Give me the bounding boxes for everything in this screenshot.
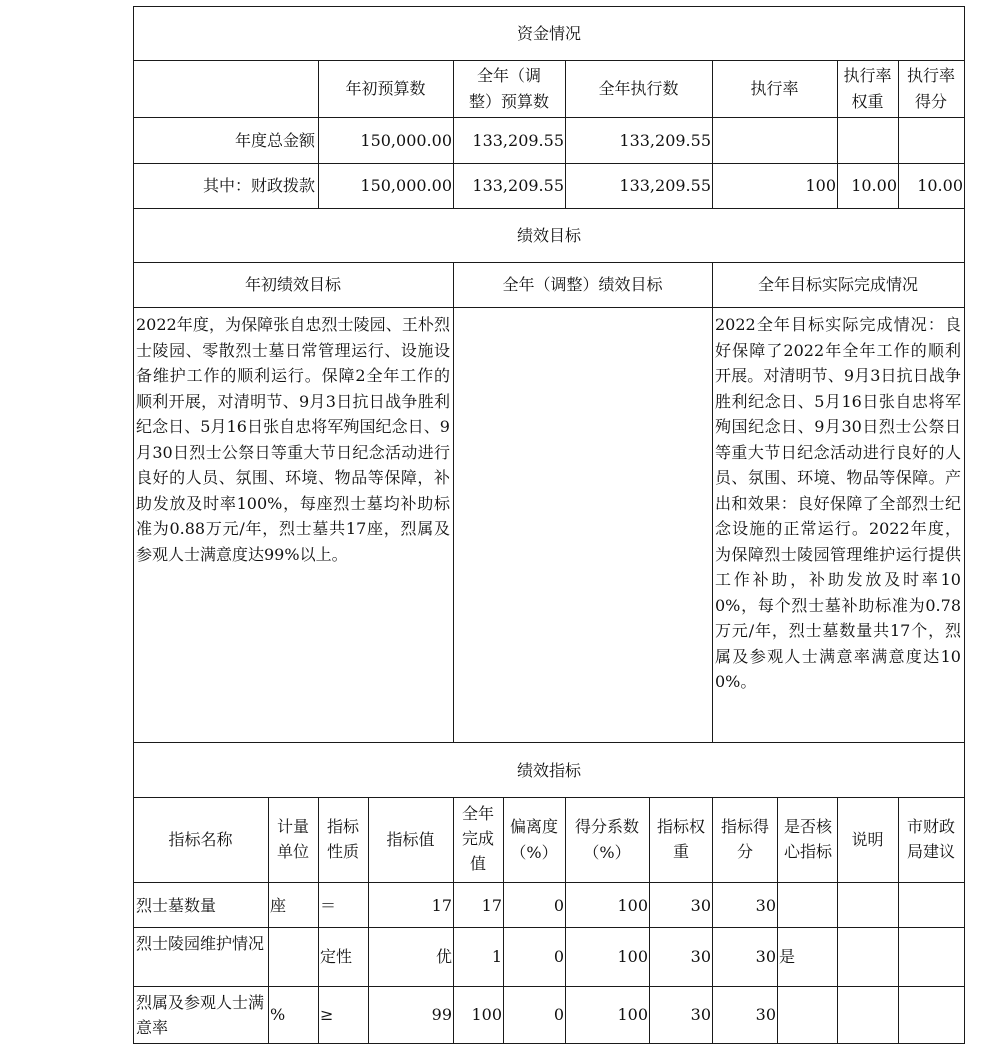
rule	[712, 262, 713, 742]
ind-header-note: 说明	[851, 830, 884, 849]
rule	[964, 6, 965, 1044]
funds-row-executed: 133,209.55	[619, 176, 711, 195]
funds-row-initial: 150,000.00	[360, 131, 452, 150]
indicators-section-title: 绩效指标	[516, 761, 581, 780]
rule	[133, 986, 965, 987]
ind-row-core: 是	[779, 947, 796, 966]
ind-header-completion: 全年完成值	[461, 804, 494, 873]
header-annual-execution: 全年执行数	[598, 79, 679, 98]
header-exec-score-line1: 执行率	[906, 66, 955, 85]
rule	[453, 262, 454, 742]
header-exec-rate: 执行率	[750, 79, 799, 98]
header-initial-budget: 年初预算数	[345, 79, 426, 98]
ind-header-core: 是否核心指标	[783, 817, 832, 861]
goals-actual-text: 2022全年目标实际完成情况：良好保障了2022年全年工作的顺利开展。对清明节、9月3日抗日战争胜利纪念日、5月16日张自忠将军殉国纪念日、9月30日烈士公祭日等重大节日纪念活动进行良好的人员、氛围、环境、物品等保障。产出和效果：良好保障了全部烈士纪念设施的正常运行。2022年度，为保障烈士陵园管理维护运行提供工作补助，补助发放及时率100%，每个烈士墓补助标准为0.78万元/年，烈士墓数量共17个，烈属及参观人士满意率满意度达100%。	[715, 315, 961, 691]
ind-header-coef-line1: 得分系数	[574, 817, 639, 836]
funds-row-adjusted: 133,209.55	[472, 176, 564, 195]
goals-col-adjusted: 全年（调整）绩效目标	[502, 275, 663, 294]
rule	[133, 117, 965, 118]
rule	[133, 208, 965, 209]
ind-header-advice: 市财政局建议	[906, 817, 955, 861]
ind-row-coef: 100	[617, 896, 648, 915]
ind-row-score: 30	[755, 947, 776, 966]
header-exec-weight-line2: 权重	[851, 92, 884, 111]
rule	[268, 797, 269, 1044]
funds-row-label: 年度总金额	[234, 131, 315, 150]
ind-row-completion: 1	[491, 947, 502, 966]
funds-row-rate: 100	[805, 176, 836, 195]
ind-row-deviation: 0	[553, 947, 564, 966]
ind-header-deviation-line1: 偏离度	[509, 817, 558, 836]
rule	[133, 262, 965, 263]
header-adjusted-budget-line1: 全年（调	[476, 66, 541, 85]
rule	[898, 797, 899, 1044]
ind-header-deviation-line2: （%）	[510, 843, 558, 862]
ind-row-nature: 定性	[320, 947, 353, 966]
ind-row-completion: 17	[481, 896, 502, 915]
rule	[133, 797, 965, 798]
funds-row-score: 10.00	[917, 176, 963, 195]
ind-row-name: 烈属及参观人士满意率	[136, 993, 265, 1037]
ind-row-weight: 30	[690, 896, 711, 915]
ind-row-nature: ≥	[320, 1005, 334, 1024]
ind-header-coef-line2: （%）	[583, 843, 631, 862]
ind-header-nature: 指标性质	[326, 817, 359, 861]
funds-row-executed: 133,209.55	[619, 131, 711, 150]
rule	[777, 797, 778, 1044]
rule	[318, 797, 319, 1044]
ind-header-weight: 指标权重	[656, 817, 705, 861]
rule	[133, 927, 965, 928]
funds-row-weight: 10.00	[851, 176, 897, 195]
ind-header-name: 指标名称	[168, 830, 233, 849]
goals-initial-text: 2022年度，为保障张自忠烈士陵园、王朴烈士陵园、零散烈士墓日常管理运行、设施设备维护工作的顺利运行。保障2全年工作的顺利开展，对清明节、9月3日抗日战争胜利纪念日、5月16日张自忠将军殉国纪念日、9月30日烈士公祭日等重大节日纪念活动进行良好的人员、氛围、环境、物品等保障，补助发放及时率100%，每座烈士墓均补助标准为0.88万元/年，烈士墓共17座，烈属及参观人士满意度达99%以上。	[136, 315, 450, 564]
funds-row-adjusted: 133,209.55	[472, 131, 564, 150]
funds-row-label: 其中：财政拨款	[202, 176, 315, 195]
header-adjusted-budget-line2: 整）预算数	[468, 92, 549, 111]
ind-header-score: 指标得分	[720, 817, 769, 861]
ind-row-coef: 100	[617, 1005, 648, 1024]
ind-row-name: 烈士墓数量	[136, 896, 217, 915]
header-exec-weight-line1: 执行率	[843, 66, 892, 85]
rule	[133, 60, 965, 61]
ind-row-weight: 30	[690, 947, 711, 966]
rule	[133, 6, 965, 7]
rule	[133, 307, 965, 308]
ind-row-deviation: 0	[553, 1005, 564, 1024]
goals-col-initial: 年初绩效目标	[244, 275, 341, 294]
ind-row-completion: 100	[471, 1005, 502, 1024]
ind-row-value: 17	[431, 896, 452, 915]
ind-row-coef: 100	[617, 947, 648, 966]
ind-row-deviation: 0	[553, 896, 564, 915]
rule	[133, 742, 965, 743]
ind-row-score: 30	[755, 896, 776, 915]
ind-row-nature: ＝	[320, 896, 337, 915]
ind-row-name: 烈士陵园维护情况	[136, 934, 265, 953]
rule	[133, 882, 965, 883]
rule	[133, 1043, 965, 1044]
ind-row-weight: 30	[690, 1005, 711, 1024]
goals-col-actual: 全年目标实际完成情况	[757, 275, 918, 294]
ind-header-unit: 计量单位	[276, 817, 309, 861]
rule	[133, 6, 134, 1044]
ind-row-value: 优	[435, 947, 452, 966]
funds-section-title: 资金情况	[516, 24, 581, 43]
ind-row-value: 99	[431, 1005, 452, 1024]
rule	[133, 163, 965, 164]
ind-row-unit: %	[270, 1005, 286, 1024]
ind-header-value: 指标值	[386, 830, 435, 849]
ind-row-score: 30	[755, 1005, 776, 1024]
ind-row-unit: 座	[270, 896, 287, 915]
goals-section-title: 绩效目标	[516, 226, 581, 245]
funds-row-initial: 150,000.00	[360, 176, 452, 195]
header-exec-score-line2: 得分	[914, 92, 947, 111]
